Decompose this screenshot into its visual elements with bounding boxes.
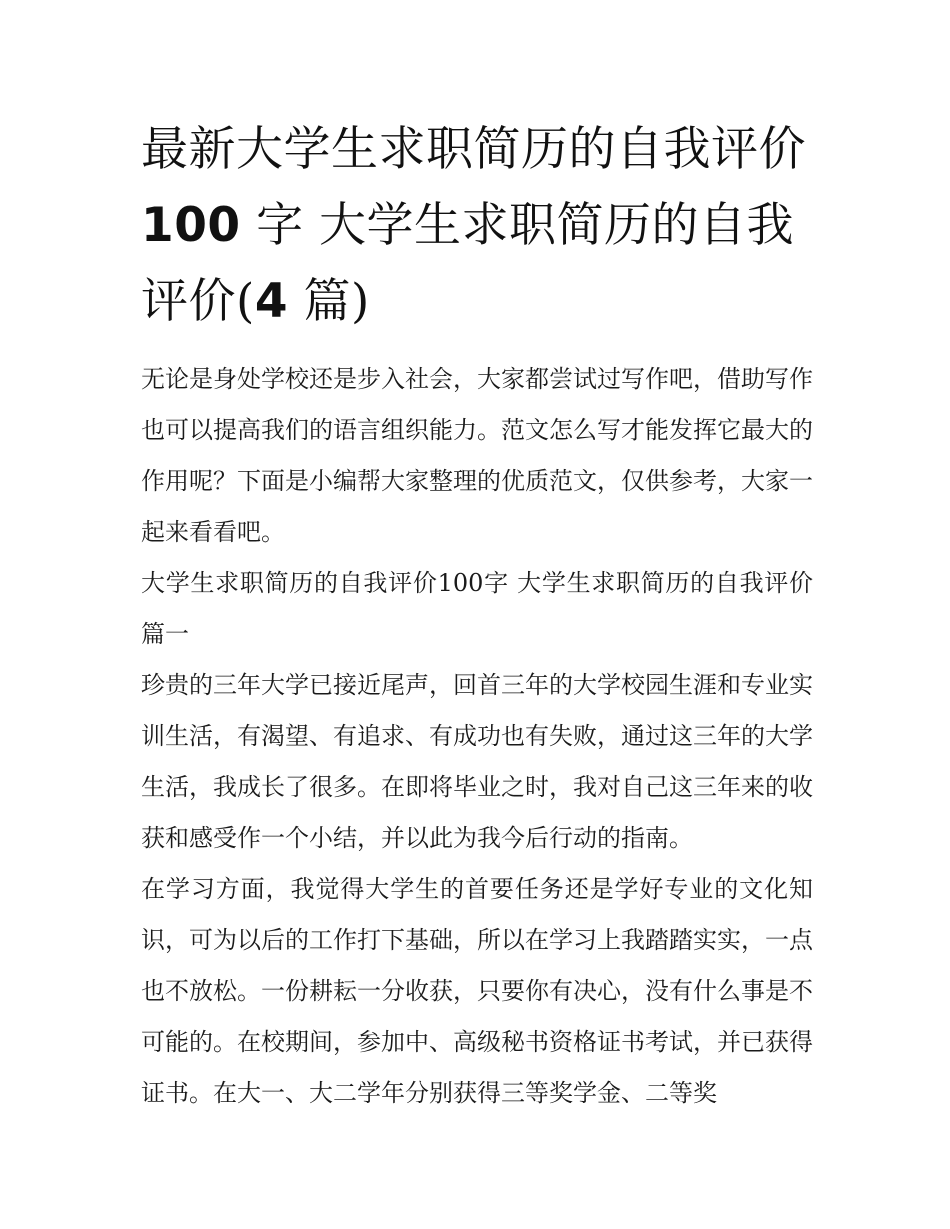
- title-text-3: 篇): [303, 274, 370, 329]
- title-number-1: 100: [141, 198, 241, 253]
- title-text-2: 字 大学生求职简历的自我评价(: [141, 198, 795, 329]
- document-body: [141, 112, 813, 1119]
- document-title: [141, 112, 813, 340]
- title-number-2: 4: [254, 274, 289, 329]
- body-paragraph: 在学习方面，我觉得大学生的首要任务还是学好专业的文化知识，可为以后的工作打下基础，所以在学习上我踏踏实实，一点也不放松。一份耕耘一分收获，只要你有决心，没有什么事是不可能的。在校期间，参加中、高级秘书资格证书考试，并已获得证书。在大一、大二学年分别获得三等奖学金、二等奖: [141, 875, 813, 1107]
- title-text-1: 最新大学生求职简历的自我评价: [141, 122, 806, 177]
- section-heading: 大学生求职简历的自我评价100字 大学生求职简历的自我评价篇一: [141, 569, 813, 648]
- intro-paragraph: 无论是身处学校还是步入社会，大家都尝试过写作吧，借助写作也可以提高我们的语言组织能力。范文怎么写才能发挥它最大的作用呢？下面是小编帮大家整理的优质范文，仅供参考，大家一起来看看吧。: [141, 365, 813, 546]
- body-paragraph: 珍贵的三年大学已接近尾声，回首三年的大学校园生涯和专业实训生活，有渴望、有追求、有成功也有失败，通过这三年的大学生活，我成长了很多。在即将毕业之时，我对自己这三年来的收获和感受作一个小结，并以此为我今后行动的指南。: [141, 671, 813, 852]
